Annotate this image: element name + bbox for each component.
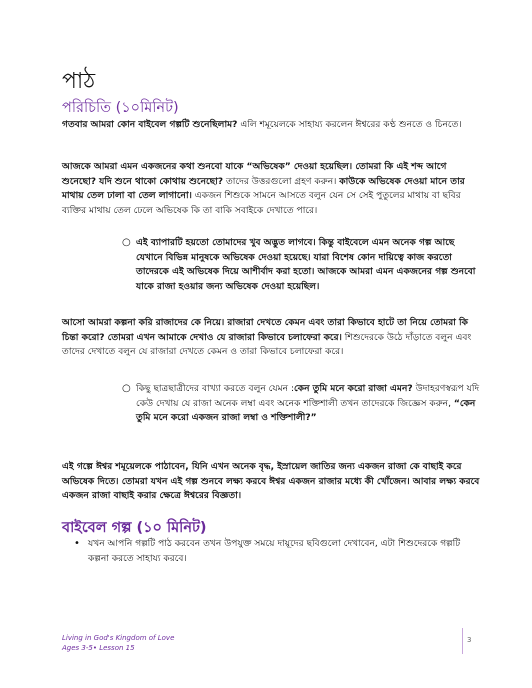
p2-bold-2: কাউকে অভিষেক দেওয়া মানে তার মাথায় তেল ঢালা বা তেল লাগানো। xyxy=(62,176,465,201)
page-number: 3 xyxy=(467,636,472,644)
story-bullet-text: যখন আপনি গল্পটি পাঠ করবেন তখন উপযুক্ত সময়ে দায়ূদের ছবিগুলো দেখাবেন, এটা শিশুদেরকে গল্পটি কল্পনা করতে সাহায্য করবে। xyxy=(88,539,461,564)
circle-bullet-icon: ○ xyxy=(122,383,131,394)
p1-bold: গতবার আমরা কোন বাইবেল গল্পটি শুনেছিলাম? xyxy=(62,120,238,130)
footer-divider xyxy=(462,628,463,654)
intro-bullet-2 xyxy=(122,382,482,426)
p2-text: তাদের উত্তরগুলো গ্রহণ করুন। xyxy=(223,176,340,187)
p1-text: এলি শমূয়েলকে সাহায্য করলেন ঈশ্বরের কণ্ঠ শুনতে ও চিনতে। xyxy=(237,120,462,130)
intro-paragraph-4 xyxy=(62,460,482,504)
intro-paragraph-3 xyxy=(62,316,482,360)
story-bullet xyxy=(74,537,482,566)
footer-course-info xyxy=(62,633,174,653)
bullet1-text: এই ব্যাপারটি হয়তো তোমাদের খুব অদ্ভুত লাগবে। কিন্তু বাইবেলে এমন অনেক গল্প আছে যেখানে বিভিন্ন মানুষকে অভিষেক দেওয়া হয়েছে। যারা বিশেষ কোন দায়িত্বে কাজ করতো তাদেরকে এই অভিষেক দিয়ে আশীর্বাদ করা হতো। আজকে আমরা এমন একজনের গল্প শুনবো যাকে রাজা হওয়ার জন্য অভিষেক দেওয়া হয়েছিল। xyxy=(136,238,476,292)
p3-text: শিশুদেরকে উঠে দাঁড়াতে বলুন এবং তাদের দেখাতে বলুন যে রাজারা দেখতে কেমন ও তারা কিভাবে চলাফেরা করে। xyxy=(62,332,472,357)
story-heading: বাইবেল গল্প (১০ মিনিট) xyxy=(62,520,207,536)
intro-heading: পরিচিতি (১০মিনিট) xyxy=(62,100,179,116)
bullet2-bold-2: “কেন তুমি মনে করো একজন রাজা লম্বা ও শক্তিশালী?” xyxy=(136,398,476,423)
intro-bullet-1 xyxy=(122,236,482,294)
circle-bullet-icon: ○ xyxy=(122,237,131,248)
bullet2-text: কিছু ছাত্রছাত্রীদের বাখ্যা করতে বলুন যেমন : xyxy=(136,384,295,394)
dot-bullet-icon: • xyxy=(74,538,80,549)
intro-paragraph-2 xyxy=(62,160,482,218)
p4-bold: এই গল্পে ঈশ্বর শমূয়েলকে পাঠাবেন, যিনি এখন অনেক বৃদ্ধ, ইস্রায়েল জাতির জন্য একজন রাজা কে বাছাই করে অভিষেক দিতে। তোমরা যখন এই গল্প শুনবে লক্ষ্য করবে ঈশ্বর একজন রাজার মধ্যে কী খোঁজেন। আবার লক্ষ্য করবে একজন রাজা বাছাই করার ক্ষেত্রে ঈশ্বরের বিজ্ঞতা। xyxy=(62,462,480,501)
bullet2-bold: কেন তুমি মনে করো রাজা এমন? xyxy=(294,384,413,394)
footer-line-2: Ages 3-5• Lesson 15 xyxy=(62,644,135,652)
intro-paragraph-1 xyxy=(62,118,482,133)
bullet2-text-2: উদাহরণস্বরূপ যদি কেউ দেখায় যে রাজা অনেক লম্বা এবং অনেক শক্তিশালী তখন তাদেরকে জিজ্ঞেস করুন, xyxy=(136,384,480,409)
p3-bold: আসো আমরা কল্পনা করি রাজাদের কে নিয়ে। রাজারা দেখতে কেমন এবং তারা কিভাবে হাটে তা নিয়ে তোমরা কি চিন্তা করো? তোমরা এখন আমাকে দেখাও যে রাজারা কিভাবে চলাফেরা করে। xyxy=(62,318,469,343)
page-title: পাঠ xyxy=(62,69,96,94)
p2-text-2: একজন শিশুকে সামনে আসতে বলুন যেন সে সেই পুতুলের মাথায় বা ছবির ব্যক্তির মাথায় তেল ঢেলে অভিষেক কি তা বাকি সবাইকে দেখাতে পারে। xyxy=(62,191,461,216)
footer-line-1: Living in God's Kingdom of Love xyxy=(62,634,175,642)
p2-bold: আজকে আমরা এমন একজনের কথা শুনবো যাকে “অভিষেক” দেওয়া হয়েছিল। তোমরা কি এই শব্দ আগে শুনেছো? যদি শুনে থাকো কোথায় শুনেছো? xyxy=(62,162,447,187)
